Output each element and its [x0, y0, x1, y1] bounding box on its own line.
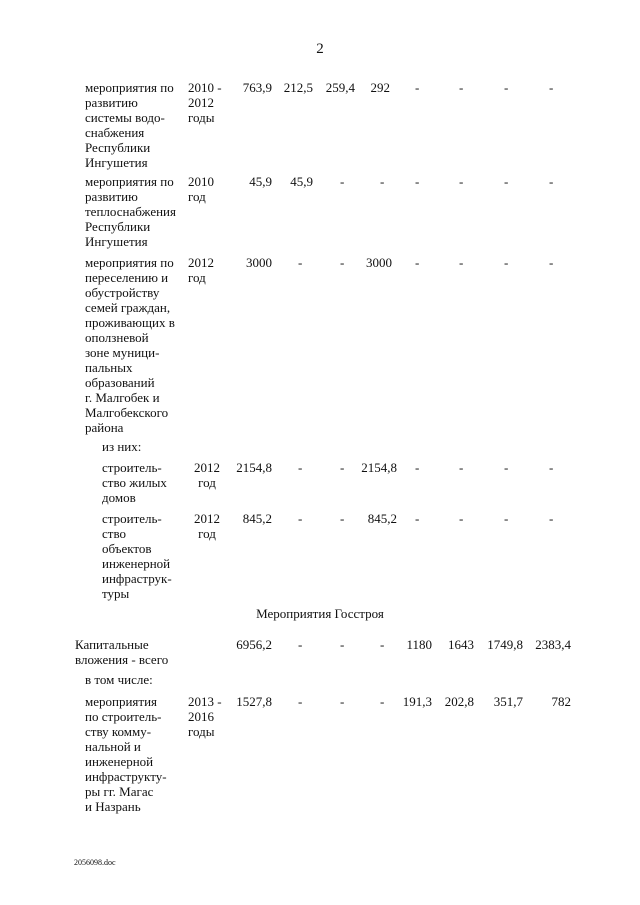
value-2014: -	[459, 174, 464, 189]
row-description: мероприятия по строитель- ству комму- нальной и инженерной инфраструкту- ры гг. Магас и Назрань	[85, 694, 167, 814]
value-2011: -	[340, 460, 345, 475]
value-2015: -	[504, 174, 509, 189]
value-2011: -	[340, 511, 345, 526]
value-2013: 1180	[406, 637, 432, 652]
value-2014: -	[459, 511, 464, 526]
value-2014: -	[459, 80, 464, 95]
value-2011: -	[340, 637, 345, 652]
value-2012: 845,2	[367, 511, 397, 526]
value-total: 845,2	[242, 511, 272, 526]
value-2016: -	[549, 511, 554, 526]
value-2010: 212,5	[283, 80, 313, 95]
value-2016: -	[549, 255, 554, 270]
value-2014: -	[459, 460, 464, 475]
value-2010: 45,9	[290, 174, 313, 189]
value-2011: -	[340, 174, 345, 189]
value-2013: -	[415, 80, 420, 95]
row-years: 2012 год	[188, 255, 214, 285]
value-2016: -	[549, 460, 554, 475]
row-description: строитель- ство жилых домов	[102, 460, 167, 505]
row-years: 2010 год	[188, 174, 214, 204]
row-description: из них:	[102, 439, 142, 454]
row-description: мероприятия по развитию теплоснабжения Республики Ингушетия	[85, 174, 176, 249]
value-total: 3000	[246, 255, 272, 270]
page-number: 2	[316, 41, 324, 57]
value-2016: 782	[551, 694, 571, 709]
value-2012: 2154,8	[361, 460, 397, 475]
value-2012: 3000	[366, 255, 392, 270]
value-2016: -	[549, 174, 554, 189]
row-description: в том числе:	[85, 672, 153, 687]
value-2010: -	[298, 511, 303, 526]
value-2016: 2383,4	[535, 637, 571, 652]
value-total: 763,9	[242, 80, 272, 95]
row-description: Капитальные вложения - всего	[75, 637, 169, 667]
value-2012: -	[380, 637, 385, 652]
value-2014: 1643	[448, 637, 474, 652]
value-total: 6956,2	[236, 637, 272, 652]
value-2012: 292	[370, 80, 390, 95]
value-2014: 202,8	[444, 694, 474, 709]
value-2015: 351,7	[493, 694, 523, 709]
value-2010: -	[298, 460, 303, 475]
value-2013: -	[415, 460, 420, 475]
value-2012: -	[380, 694, 385, 709]
value-2015: -	[504, 80, 509, 95]
document-footer: 2056098.doc	[74, 858, 116, 867]
value-2010: -	[298, 637, 303, 652]
value-2015: -	[504, 511, 509, 526]
row-years: 2013 - 2016 годы	[188, 694, 222, 739]
row-years: 2012 год	[194, 460, 220, 490]
value-2013: -	[415, 511, 420, 526]
row-description: строитель- ство объектов инженерной инфраструк- туры	[102, 511, 172, 601]
value-2013: 191,3	[402, 694, 432, 709]
row-years: 2010 - 2012 годы	[188, 80, 222, 125]
value-2011: -	[340, 255, 345, 270]
value-total: 45,9	[249, 174, 272, 189]
value-2010: -	[298, 255, 303, 270]
row-description: мероприятия по развитию системы водо- снабжения Республики Ингушетия	[85, 80, 174, 170]
value-2015: -	[504, 255, 509, 270]
row-years: 2012 год	[194, 511, 220, 541]
value-2013: -	[415, 174, 420, 189]
value-2016: -	[549, 80, 554, 95]
value-2010: -	[298, 694, 303, 709]
row-description: мероприятия по переселению и обустройству семей граждан, проживающих в оползневой зоне муници- пальных образований г. Малгобек и Малгобекского района	[85, 255, 175, 435]
value-2012: -	[380, 174, 385, 189]
value-2013: -	[415, 255, 420, 270]
value-2014: -	[459, 255, 464, 270]
value-2015: -	[504, 460, 509, 475]
value-total: 1527,8	[236, 694, 272, 709]
section-heading: Мероприятия Госстроя	[256, 606, 384, 621]
value-2011: 259,4	[325, 80, 355, 95]
value-2015: 1749,8	[487, 637, 523, 652]
value-2011: -	[340, 694, 345, 709]
value-total: 2154,8	[236, 460, 272, 475]
